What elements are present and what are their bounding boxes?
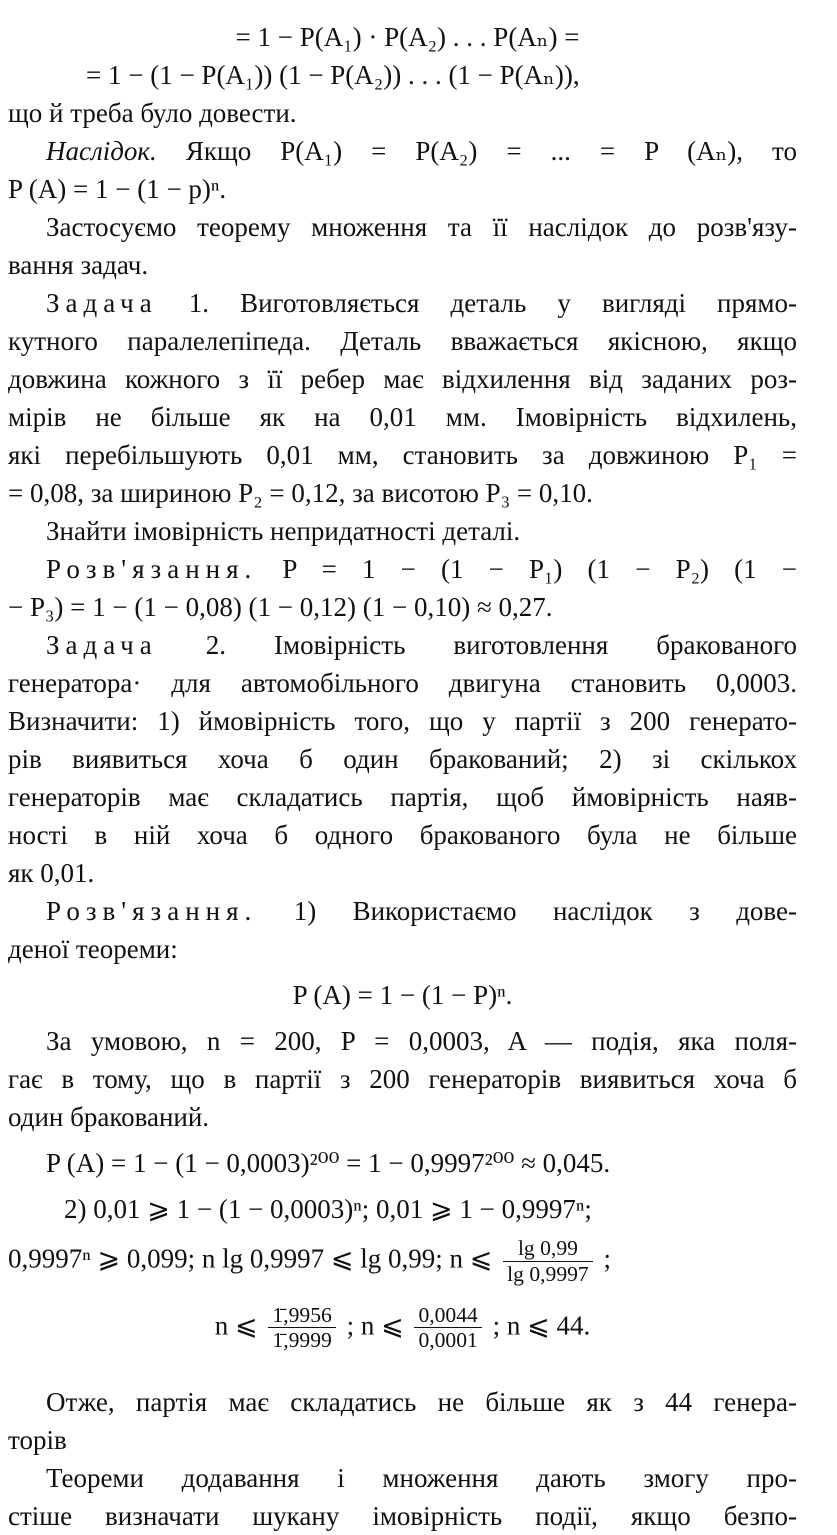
problem-text: 1. Виготовляється деталь у вигляді прямо- (188, 288, 797, 318)
text-line: генераторів має складатись партія, щоб ймовірність наяв- (8, 782, 797, 812)
text-line: Отже, партія має складатись не більше як з 44 генера- (46, 1387, 797, 1418)
solution-formula-continued: − P₃) = 1 − (1 − 0,08) (1 − 0,12) (1 − 0,10) ≈ 0,27. (8, 592, 553, 622)
text-line: вання задач. (8, 250, 149, 280)
fraction-numerator: 0,0044 (414, 1303, 481, 1329)
text-line: ності в ній хоча б одного бракованого була не більше (8, 820, 797, 850)
inequality-text: ; (603, 1243, 611, 1274)
text-line: рів виявиться хоча б один бракований; 2) зі скількох (8, 744, 797, 774)
fraction (414, 1303, 481, 1354)
fraction-numerator: 1̄,9956 (268, 1303, 335, 1329)
text-line: Теореми додавання і множення дають змогу про- (46, 1463, 797, 1494)
text-line: як 0,01. (8, 858, 95, 888)
equation-line-1: = 1 − P(A₁) · P(A₂) . . . P(Aₙ) = (235, 22, 580, 52)
solution-1-line (8, 550, 797, 588)
corollary-text: Якщо P(A₁) = P(A₂) = ... = P (Aₙ), то (185, 136, 797, 166)
text-line: які перебільшують 0,01 мм, становить за довжиною P₁ = (8, 440, 797, 470)
problem-2-heading (8, 626, 797, 664)
equation-line-2: = 1 − (1 − P(A₁)) (1 − P(A₂)) . . . (1 − P(Aₙ)), (86, 60, 580, 90)
formula-display: P (A) = 1 − (1 − P)ⁿ. (292, 980, 513, 1010)
text-line: що й треба було довести. (8, 98, 297, 128)
problem-text: 2. Імовірність виготовлення бракованого (205, 630, 797, 660)
text-line: довжина кожного з її ребер має відхилення від заданих роз- (8, 364, 797, 394)
text-line: стіше визначати шукану імовірність події, якщо безпо- (8, 1501, 797, 1532)
text-line: = 0,08, за шириною P₂ = 0,12, за висотою P₃ = 0,10. (8, 478, 593, 508)
fraction (503, 1236, 593, 1287)
text-line: За умовою, n = 200, P = 0,0003, A — подія, яка поля- (46, 1026, 797, 1056)
inequality-text: ; n ⩽ 44. (492, 1310, 591, 1341)
formula-display: 2) 0,01 ⩾ 1 − (1 − 0,0003)ⁿ; 0,01 ⩾ 1 − 0,9997ⁿ; (64, 1194, 592, 1224)
corollary-line (8, 132, 797, 170)
text-line: Знайти імовірність непридатності деталі. (46, 516, 521, 546)
fraction-denominator: 1̄,9999 (272, 1328, 332, 1353)
fraction-denominator: lg 0,9997 (507, 1261, 589, 1286)
text-line: гає в тому, що в партії з 200 генераторів виявиться хоча б (8, 1064, 797, 1094)
text-line: мірів не більше як на 0,01 мм. Імовірність відхилень, (8, 402, 797, 432)
text-line: Визначити: 1) ймовірність того, що у партії з 200 генерато- (8, 706, 797, 736)
solution-label: Розв'язання. (46, 554, 258, 584)
fraction-denominator: 0,0001 (418, 1328, 478, 1353)
inequality-line (8, 1303, 797, 1354)
inequality-text: n ⩽ (214, 1310, 258, 1341)
text-line: кутного паралелепіпеда. Деталь вважається якісною, якщо (8, 326, 797, 356)
text-line: Застосуємо теорему множення та її наслідок до розв'язу- (46, 212, 797, 242)
text-line: один бракований. (8, 1102, 210, 1132)
solution-text: 1) Використаємо наслідок з дове- (293, 896, 797, 926)
formula-display: P (A) = 1 − (1 − 0,0003)²⁰⁰ = 1 − 0,9997²⁰⁰ ≈ 0,045. (46, 1148, 611, 1178)
inequality-text: 0,9997ⁿ ⩾ 0,099; n lg 0,9997 ⩽ lg 0,99; n ⩽ (8, 1243, 493, 1274)
problem-label: Задача (46, 288, 158, 318)
solution-2-line (8, 892, 797, 930)
problem-1-heading (8, 284, 797, 322)
solution-formula: P = 1 − (1 − P₁) (1 − P₂) (1 − (282, 554, 798, 584)
corollary-label: Наслідок. (46, 136, 157, 166)
solution-label: Розв'язання. (46, 896, 258, 926)
text-line: генератора· для автомобільного двигуна становить 0,0003. (8, 668, 797, 698)
text-line: торів (8, 1425, 67, 1456)
text-line: деної теореми: (8, 934, 178, 964)
problem-label: Задача (46, 630, 158, 660)
fraction-numerator: lg 0,99 (503, 1236, 593, 1262)
fraction (268, 1303, 335, 1354)
inequality-line (8, 1236, 797, 1287)
inequality-text: ; n ⩽ (346, 1310, 404, 1341)
corollary-formula: P (A) = 1 − (1 − p)ⁿ. (8, 174, 227, 204)
